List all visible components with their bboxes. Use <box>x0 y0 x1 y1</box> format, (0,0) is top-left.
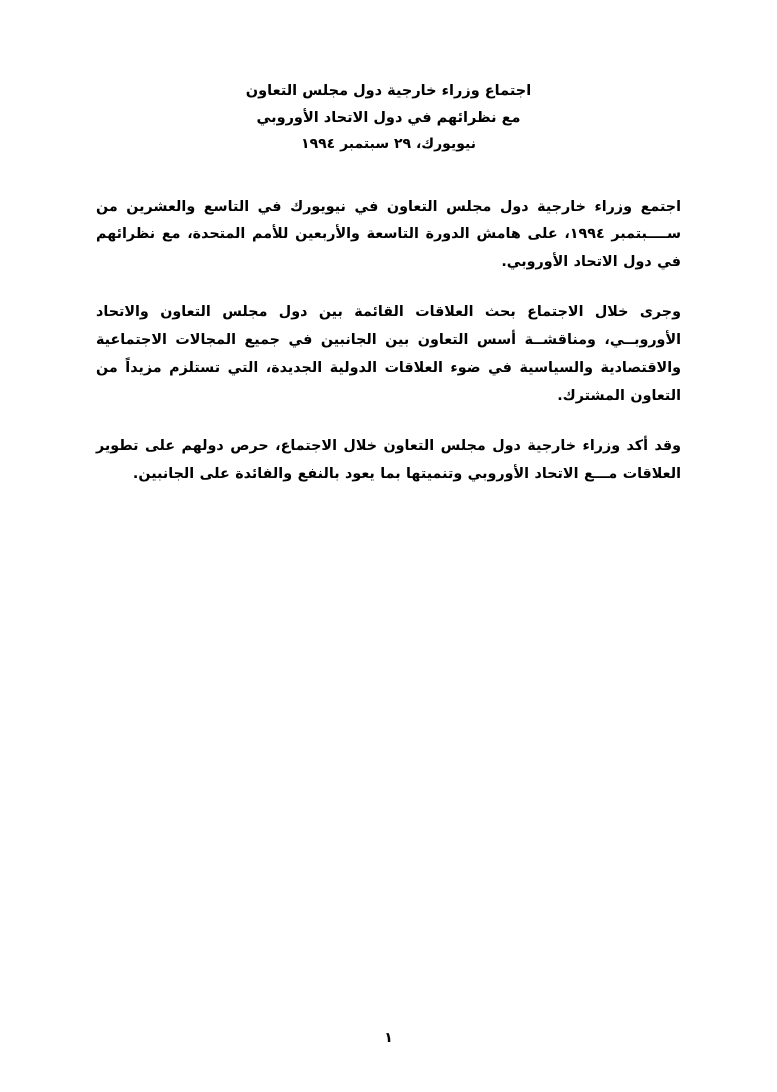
heading-line-1: اجتماع وزراء خارجية دول مجلس التعاون <box>245 83 532 99</box>
heading-line-2: مع نظرائهم في دول الاتحاد الأوروبي <box>256 109 521 126</box>
document-heading <box>96 78 681 158</box>
page-number: ١ <box>384 1030 393 1046</box>
paragraph-1: اجتمع وزراء خارجية دول مجلس التعاون في نيويورك في التاسع والعشرين من ســــبتمبر ١٩٩٤، على هامش الدورة التاسعة والأربعين للأمم المتحدة، مع نظرائهم في دول الاتحاد الأوروبي. <box>96 198 681 271</box>
paragraph-2: وجرى خلال الاجتماع بحث العلاقات القائمة بين دول مجلس التعاون والاتحاد الأوروبــي، ومناقشــة أسس التعاون بين الجانبين في جميع المجالات الاجتماعية والاقتصادية والسياسية في ضوء العلاقات الدولية الجديدة، التي تستلزم مزيداً من التعاون المشترك. <box>96 304 681 404</box>
document-content <box>96 78 681 488</box>
paragraph-3: وقد أكد وزراء خارجية دول مجلس التعاون خلال الاجتماع، حرص دولهم على تطوير العلاقات مـــع الاتحاد الأوروبي وتنميتها بما يعود بالنفع والفائدة على الجانبين. <box>96 437 681 482</box>
document-body <box>96 194 681 489</box>
heading-line-location-date: نيويورك، ٢٩ سبتمبر ١٩٩٤ <box>301 135 476 152</box>
